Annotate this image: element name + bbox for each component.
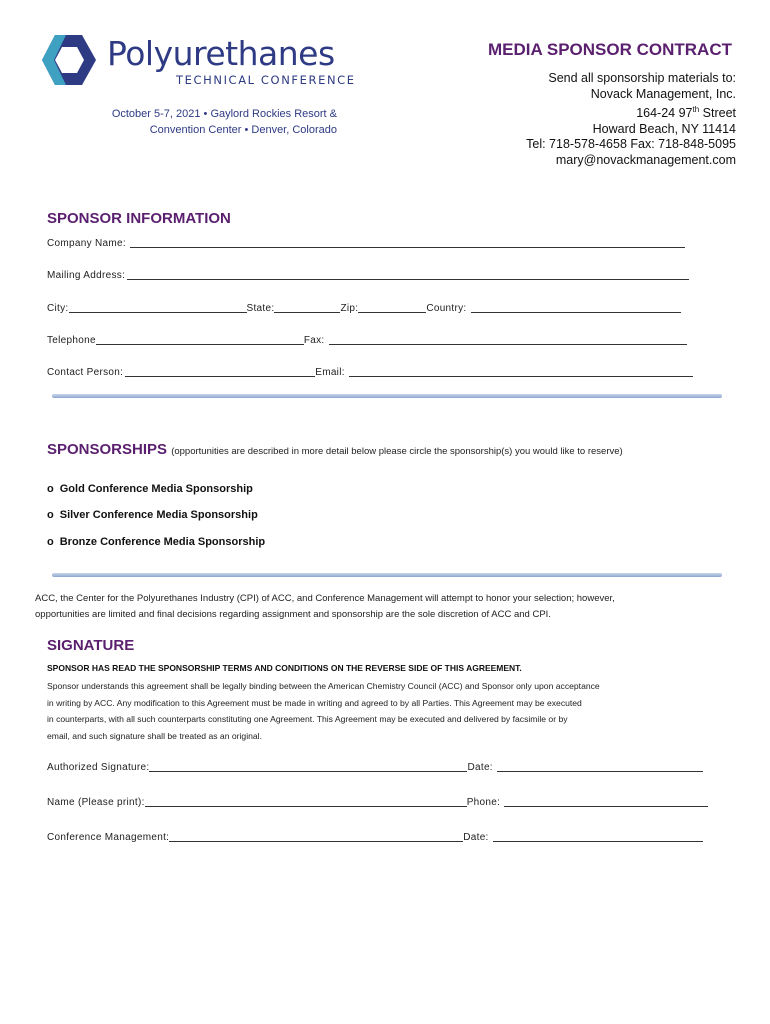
company-name-row: [47, 237, 685, 249]
event-line-2: Convention Center • Denver, Colorado: [149, 124, 337, 136]
date-label: Date:: [463, 832, 489, 843]
authorized-signature-row: [47, 761, 703, 773]
name-print-field[interactable]: [145, 796, 467, 807]
conference-management-label: Conference Management:: [47, 832, 170, 843]
telephone-field[interactable]: [96, 334, 304, 345]
hexagon-logo-icon: [40, 32, 100, 88]
sponsorships-title: SPONSORSHIPS (opportunities are described in more detail below please circle the sponsorship(s) you would like to reserve): [47, 441, 623, 458]
phones-text: Tel: 718-578-4658 Fax: 718-848-5095: [526, 137, 736, 152]
option-bullet: o: [47, 536, 54, 548]
email-text: mary@novackmanagement.com: [555, 152, 736, 167]
zip-field[interactable]: [358, 302, 426, 313]
company-text: Novack Management, Inc.: [590, 86, 736, 101]
country-label: Country:: [426, 303, 467, 314]
city-state-row: [47, 302, 681, 314]
company-name-field[interactable]: [130, 237, 685, 248]
conference-management-field[interactable]: [169, 831, 463, 842]
city-field[interactable]: [69, 302, 247, 313]
phone-label: Phone:: [466, 797, 501, 808]
section-divider: [52, 394, 722, 398]
state-field[interactable]: [274, 302, 340, 313]
name-print-label: Name (Please print):: [47, 797, 145, 808]
authorized-signature-field[interactable]: [149, 761, 467, 772]
terms-text: Sponsor understands this agreement shall be legally binding between the American Chemistry Council (ACC) and Sponsor only upon acceptance in writing by ACC. Any modification to this Agreement must be made in writing and agreed to by all Parties. This Agreement may be executed in counterparts, with all such counterparts constituting one Agreement. This Agreement may be executed and delivered by facsimile or by email, and such signature shall be treated as an original.: [47, 681, 600, 741]
disclaimer-text: ACC, the Center for the Polyurethanes Industry (CPI) of ACC, and Conference Management will attempt to honor your selection; however, opportunities are limited and final decisions regarding assignment and sponsorship are the sole discretion of ACC and CPI.: [35, 593, 615, 620]
option-bullet: o: [47, 509, 54, 521]
city-text: Howard Beach, NY 11414: [592, 121, 736, 136]
phone-field[interactable]: [504, 796, 708, 807]
bronze-sponsorship-option[interactable]: o Bronze Conference Media Sponsorship: [47, 536, 266, 548]
date-field[interactable]: [497, 761, 703, 772]
polyurethanes-logo: [40, 32, 356, 92]
signature-title: SIGNATURE: [47, 637, 135, 654]
sponsorships-note: (opportunities are described in more detail below please circle the sponsorship(s) you would like to reserve): [171, 446, 623, 457]
terms-heading: SPONSOR HAS READ THE SPONSORSHIP TERMS AND CONDITIONS ON THE REVERSE SIDE OF THIS AGREEMENT.: [47, 663, 522, 673]
section-divider: [52, 573, 722, 577]
authorized-signature-label: Authorized Signature:: [47, 762, 150, 773]
contact-block: [526, 71, 736, 168]
fax-field[interactable]: [329, 334, 687, 345]
logo-subtitle: TECHNICAL CONFERENCE: [176, 73, 356, 87]
event-line-1: October 5-7, 2021 • Gaylord Rockies Resort &: [111, 108, 337, 120]
date-label: Date:: [467, 762, 493, 773]
telephone-fax-row: [47, 334, 687, 346]
email-field[interactable]: [349, 366, 693, 377]
contact-email-row: [47, 366, 693, 378]
gold-sponsorship-option[interactable]: o Gold Conference Media Sponsorship: [47, 483, 253, 495]
contact-person-label: Contact Person:: [47, 367, 124, 378]
telephone-label: Telephone: [47, 335, 96, 346]
date-field[interactable]: [493, 831, 703, 842]
contract-title: MEDIA SPONSOR CONTRACT: [488, 40, 732, 59]
city-label: City:: [47, 303, 69, 314]
logo-wordmark: Polyurethanes: [107, 34, 335, 73]
email-label: Email:: [315, 367, 345, 378]
state-label: State:: [246, 303, 275, 314]
mailing-address-label: Mailing Address:: [47, 270, 126, 281]
company-name-label: Company Name:: [47, 238, 126, 249]
sponsor-info-title: SPONSOR INFORMATION: [47, 210, 231, 227]
send-to-text: Send all sponsorship materials to:: [548, 71, 736, 85]
silver-sponsorship-option[interactable]: o Silver Conference Media Sponsorship: [47, 509, 258, 521]
street-text: 164-24 97th Street: [636, 105, 736, 121]
option-bullet: o: [47, 483, 54, 495]
zip-label: Zip:: [340, 303, 359, 314]
conference-management-row: [47, 831, 703, 843]
fax-label: Fax:: [303, 335, 325, 346]
contact-person-field[interactable]: [125, 366, 315, 377]
country-field[interactable]: [471, 302, 681, 313]
mailing-address-row: [47, 269, 689, 281]
event-details: [85, 106, 337, 138]
name-print-row: [47, 796, 708, 808]
mailing-address-field[interactable]: [127, 269, 689, 280]
